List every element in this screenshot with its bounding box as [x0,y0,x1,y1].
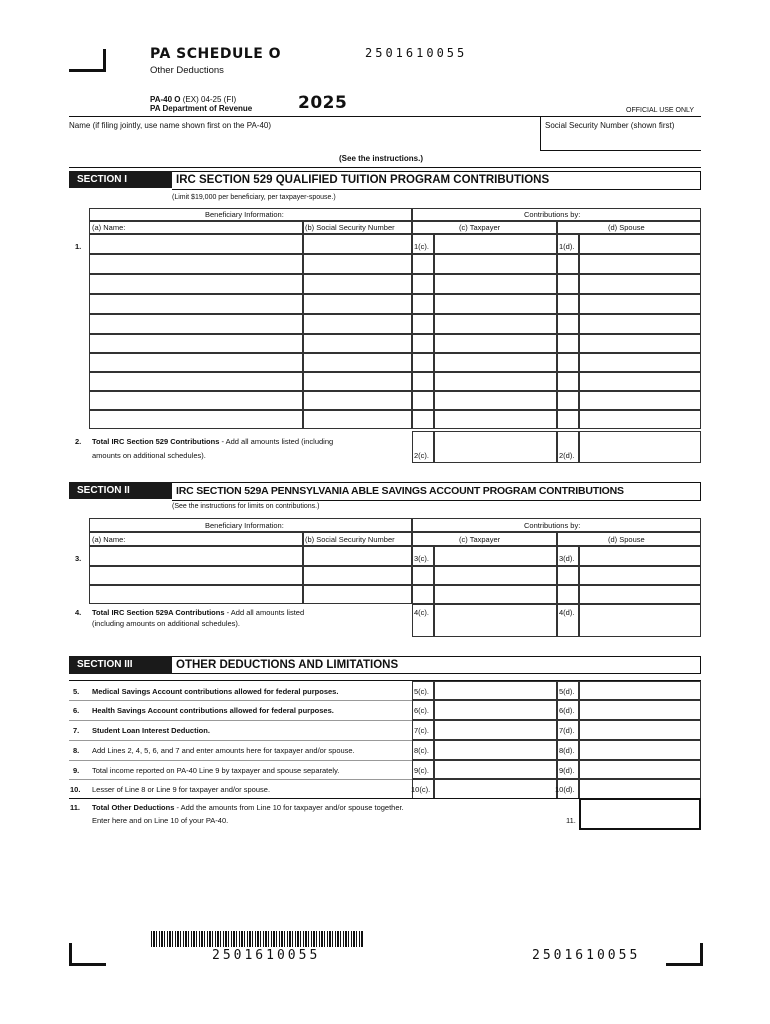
form-title: PA SCHEDULE O [150,46,282,62]
section-1-contributions-label: Contributions by: [524,210,581,219]
row-2-taxpayer-code [412,254,434,274]
row-7-name[interactable] [89,353,303,372]
line-2-d-label: 2(d). [559,451,575,460]
line-9-number: 9. [73,766,80,775]
line-2-spouse-total[interactable] [579,431,701,463]
row-1-taxpayer-code [412,234,434,254]
s2-row-2-spouse-code [557,566,579,585]
ssn-underline [540,150,701,151]
line-4-bold: Total IRC Section 529A Contributions [92,608,225,617]
row-4-name[interactable] [89,294,303,314]
row-4-taxpayer[interactable] [434,294,557,314]
corner-mark-bottom-right [666,943,703,966]
s2-row-1-spouse-code [557,546,579,566]
section-1-col-spouse-label: (d) Spouse [608,223,645,232]
s2-row-3-ssn[interactable] [303,585,412,604]
instructions-rule [69,167,701,168]
row-10-spouse[interactable] [579,410,701,429]
ssn-field-label: Social Security Number (shown first) [545,121,675,130]
row-8-ssn[interactable] [303,372,412,391]
row-5-ssn[interactable] [303,314,412,334]
line-6-d-label: 6(d). [559,706,575,715]
line-4-d-label: 4(d). [559,608,575,617]
row-2-spouse-code [557,254,579,274]
line-2-number: 2. [75,437,82,446]
row-10-ssn[interactable] [303,410,412,429]
line-8-spouse[interactable] [579,740,701,760]
section-2-title: IRC SECTION 529A PENNSYLVANIA ABLE SAVINGS ACCOUNT PROGRAM CONTRIBUTIONS [172,482,701,501]
line-11-description [92,803,404,812]
line-6-taxpayer[interactable] [434,700,557,720]
s2-row-2-taxpayer-code [412,566,434,585]
line-7-taxpayer[interactable] [434,720,557,740]
line-1-d-label: 1(d). [559,242,575,251]
section-3-table [69,680,701,799]
row-1-name[interactable] [89,234,303,254]
s2-row-2-spouse[interactable] [579,566,701,585]
line-2-taxpayer-total[interactable] [434,431,557,463]
line-8-d-label: 8(d). [559,746,575,755]
line-5-c-label: 5(c). [414,687,429,696]
line-9-c-label: 9(c). [414,766,429,775]
line-1-c-label: 1(c). [414,242,429,251]
footer-barcode-number-left: 2501610055 [212,948,321,963]
line-5-taxpayer[interactable] [434,681,557,700]
row-10-name[interactable] [89,410,303,429]
line-10-taxpayer[interactable] [434,779,557,799]
row-2-taxpayer[interactable] [434,254,557,274]
row-6-spouse-code [557,334,579,353]
s2-row-1-taxpayer-code [412,546,434,566]
line-11-number: 11. [70,803,81,812]
section-1-grid [89,234,701,429]
row-8-taxpayer-code [412,372,434,391]
ssn-field[interactable] [542,132,700,150]
row-1-taxpayer[interactable] [434,234,557,254]
row-9-taxpayer-code [412,391,434,410]
corner-mark-bottom-left [69,943,106,966]
line-2-description [92,437,333,446]
line-7-c-label: 7(c). [414,726,429,735]
row-9-spouse[interactable] [579,391,701,410]
top-barcode-number: 2501610055 [365,46,468,60]
line-8-taxpayer[interactable] [434,740,557,760]
line-7-d-label: 7(d). [559,726,575,735]
line-5-row [69,681,701,701]
section-2-col-name-label: (a) Name: [92,535,126,544]
row-1-ssn[interactable] [303,234,412,254]
row-3-ssn[interactable] [303,274,412,294]
s2-row-3-name[interactable] [89,585,303,604]
row-6-spouse[interactable] [579,334,701,353]
s2-row-3-spouse-code [557,585,579,604]
row-2-ssn[interactable] [303,254,412,274]
line-4-spouse-total[interactable] [579,604,701,637]
row-3-taxpayer[interactable] [434,274,557,294]
line-10-number: 10. [70,785,81,794]
row-4-taxpayer-code [412,294,434,314]
row-7-spouse[interactable] [579,353,701,372]
line-10-d-label: 10(d). [555,785,575,794]
instructions-note: (See the instructions.) [339,154,424,163]
line-7-spouse[interactable] [579,720,701,740]
section-2-col-spouse-label: (d) Spouse [608,535,645,544]
line-5-d-label: 5(d). [559,687,575,696]
line-8-c-label: 8(c). [414,746,429,755]
line-11-box-label: 11. [566,816,576,825]
line-11-bold: Total Other Deductions [92,803,175,812]
row-8-spouse[interactable] [579,372,701,391]
line-11-text: - Add the amounts from Line 10 for taxpayer and/or spouse together. [174,803,404,812]
line-8-row [69,740,701,761]
row-9-name[interactable] [89,391,303,410]
line-6-row [69,700,701,721]
official-use-label: OFFICIAL USE ONLY [626,107,695,114]
line-10-spouse[interactable] [579,779,701,799]
line-11-total[interactable] [579,798,701,830]
section-2-col-taxpayer-label: (c) Taxpayer [459,535,501,544]
line-5-spouse[interactable] [579,681,701,700]
tax-year: 2025 [298,93,348,113]
line-9-taxpayer[interactable] [434,760,557,779]
section-1-note: (Limit $19,000 per beneficiary, per taxpayer-spouse.) [172,194,336,201]
row-9-taxpayer[interactable] [434,391,557,410]
line-10-c-label: 10(c). [411,785,431,794]
row-3-taxpayer-code [412,274,434,294]
line-4-number: 4. [75,608,82,617]
line-6-number: 6. [73,706,80,715]
line-3-d-label: 3(d). [559,554,575,563]
line-9-d-label: 9(d). [559,766,575,775]
line-1-number: 1. [75,242,82,251]
corner-mark-top-left [69,49,106,72]
department-name: PA Department of Revenue [150,104,253,113]
line-2-description-2: amounts on additional schedules). [92,451,206,460]
s2-row-1-spouse[interactable] [579,546,701,566]
line-8-number: 8. [73,746,80,755]
s2-row-1-name[interactable] [89,546,303,566]
row-4-spouse-code [557,294,579,314]
line-10-row [69,779,701,799]
row-10-taxpayer[interactable] [434,410,557,429]
row-2-name[interactable] [89,254,303,274]
section-1-col-taxpayer-label: (c) Taxpayer [459,223,501,232]
section-3-title: OTHER DEDUCTIONS AND LIMITATIONS [172,656,701,674]
footer-barcode-number-right: 2501610055 [532,948,641,963]
section-2-col-ssn-label: (b) Social Security Number [305,535,395,544]
name-field[interactable] [69,132,537,150]
row-8-name[interactable] [89,372,303,391]
section-2-note: (See the instructions for limits on contributions.) [172,503,320,510]
row-1-spouse[interactable] [579,234,701,254]
row-5-name[interactable] [89,314,303,334]
line-9-row [69,760,701,780]
section-2-grid [89,546,701,604]
section-2-beneficiary-label: Beneficiary Information: [205,521,284,530]
line-2-bold: Total IRC Section 529 Contributions [92,437,220,446]
row-3-name[interactable] [89,274,303,294]
row-10-spouse-code [557,410,579,429]
row-7-spouse-code [557,353,579,372]
row-6-name[interactable] [89,334,303,353]
row-2-spouse[interactable] [579,254,701,274]
row-5-taxpayer[interactable] [434,314,557,334]
row-7-taxpayer-code [412,353,434,372]
line-4-description [92,608,304,617]
section-1-title: IRC SECTION 529 QUALIFIED TUITION PROGRAM CONTRIBUTIONS [172,171,701,190]
row-6-ssn[interactable] [303,334,412,353]
name-field-label: Name (if filing jointly, use name shown first on the PA-40) [69,121,272,130]
section-2-label: SECTION II [69,482,172,499]
row-10-taxpayer-code [412,410,434,429]
line-6-c-label: 6(c). [414,706,429,715]
line-2-text: - Add all amounts listed (including [219,437,334,446]
row-4-spouse[interactable] [579,294,701,314]
row-6-taxpayer[interactable] [434,334,557,353]
header-rule [69,116,701,117]
row-6-taxpayer-code [412,334,434,353]
line-9-spouse[interactable] [579,760,701,779]
line-11-description-2: Enter here and on Line 10 of your PA-40. [92,816,229,825]
line-5-number: 5. [73,687,80,696]
s2-row-2-ssn[interactable] [303,566,412,585]
s2-row-2-name[interactable] [89,566,303,585]
form-code [150,95,236,104]
section-1-col-ssn-label: (b) Social Security Number [305,223,395,232]
line-4-text: - Add all amounts listed [224,608,305,617]
form-code-prefix: PA-40 O [150,95,181,104]
section-1-beneficiary-label: Beneficiary Information: [205,210,284,219]
line-5-text: Medical Savings Account contributions allowed for federal purposes. [92,687,339,696]
s2-row-1-taxpayer[interactable] [434,546,557,566]
line-2-c-label: 2(c). [414,451,429,460]
line-3-number: 3. [75,554,82,563]
row-9-spouse-code [557,391,579,410]
s2-row-3-taxpayer[interactable] [434,585,557,604]
row-5-taxpayer-code [412,314,434,334]
header-divider [540,116,541,151]
row-3-spouse-code [557,274,579,294]
row-5-spouse-code [557,314,579,334]
line-3-c-label: 3(c). [414,554,429,563]
section-1-label: SECTION I [69,171,172,188]
line-7-text: Student Loan Interest Deduction. [92,726,210,735]
row-5-spouse[interactable] [579,314,701,334]
s2-row-1-ssn[interactable] [303,546,412,566]
row-1-spouse-code [557,234,579,254]
row-8-spouse-code [557,372,579,391]
line-6-spouse[interactable] [579,700,701,720]
row-3-spouse[interactable] [579,274,701,294]
line-10-text: Lesser of Line 8 or Line 9 for taxpayer and/or spouse. [92,785,271,794]
line-6-text: Health Savings Account contributions allowed for federal purposes. [92,706,334,715]
row-4-ssn[interactable] [303,294,412,314]
section-3-label: SECTION III [69,656,172,674]
row-8-taxpayer[interactable] [434,372,557,391]
footer-barcode [151,931,363,947]
row-7-taxpayer[interactable] [434,353,557,372]
s2-row-3-spouse[interactable] [579,585,701,604]
line-9-text: Total income reported on PA-40 Line 9 by taxpayer and spouse separately. [92,766,340,775]
line-4-c-label: 4(c). [414,608,429,617]
s2-row-2-taxpayer[interactable] [434,566,557,585]
line-8-text: Add Lines 2, 4, 5, 6, and 7 and enter amounts here for taxpayer and/or spouse. [92,746,355,755]
section-1-col-name-label: (a) Name: [92,223,126,232]
line-4-taxpayer-total[interactable] [434,604,557,637]
row-9-ssn[interactable] [303,391,412,410]
form-subtitle: Other Deductions [150,65,224,76]
section-2-contributions-label: Contributions by: [524,521,581,530]
line-4-description-2: (including amounts on additional schedules). [92,619,241,628]
form-code-suffix: (EX) 04-25 (FI) [182,95,237,104]
row-7-ssn[interactable] [303,353,412,372]
line-7-row [69,720,701,741]
line-7-number: 7. [73,726,80,735]
s2-row-3-taxpayer-code [412,585,434,604]
